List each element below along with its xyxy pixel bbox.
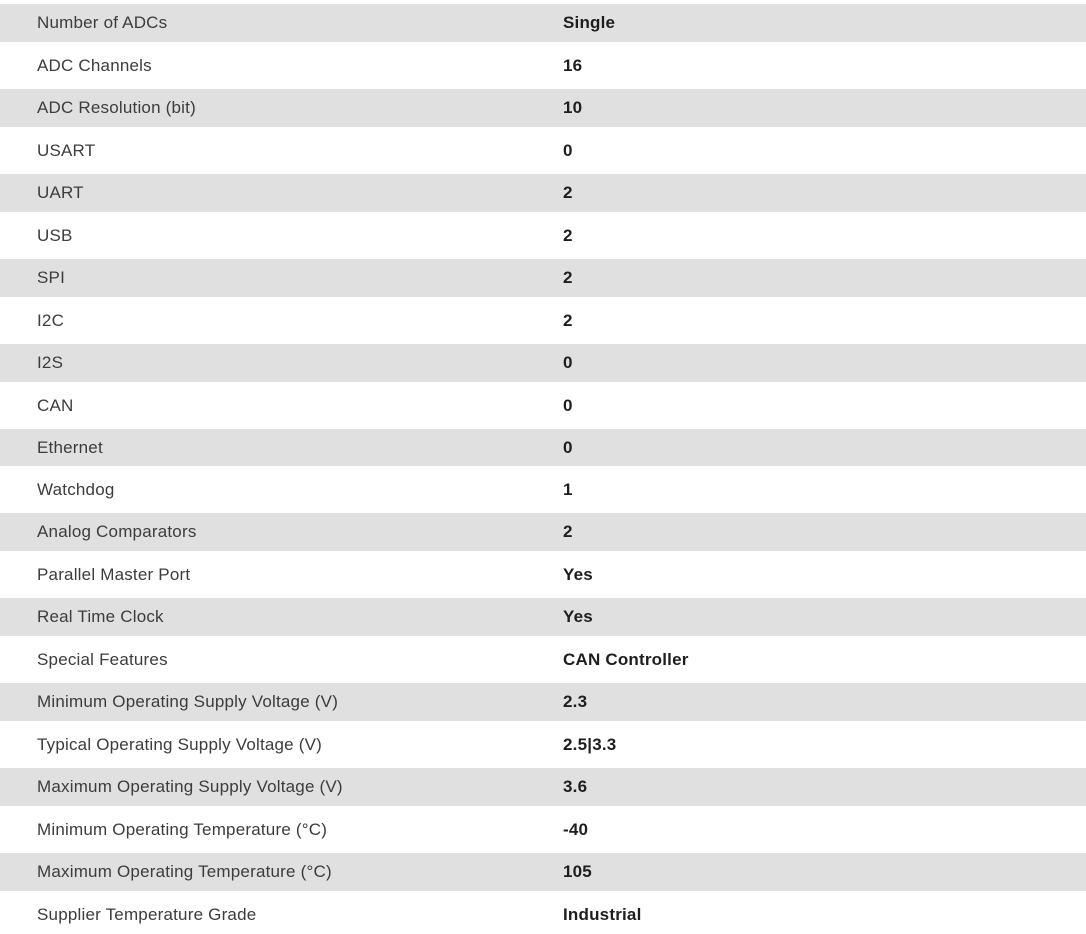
spec-label: Real Time Clock bbox=[37, 607, 164, 627]
spec-label: UART bbox=[37, 182, 84, 202]
spec-value: 2 bbox=[563, 310, 573, 330]
spec-value: CAN Controller bbox=[563, 650, 689, 670]
spec-label: CAN bbox=[37, 395, 74, 415]
spec-row bbox=[0, 170, 1086, 217]
spec-row bbox=[0, 302, 1086, 340]
spec-label: Parallel Master Port bbox=[37, 565, 191, 585]
spec-value: 2 bbox=[563, 522, 573, 542]
spec-label: I2S bbox=[37, 352, 64, 372]
spec-value: 2.5|3.3 bbox=[563, 735, 617, 755]
spec-value: Yes bbox=[563, 607, 593, 627]
spec-row bbox=[0, 85, 1086, 132]
spec-label: Number of ADCs bbox=[37, 12, 168, 32]
spec-row bbox=[0, 594, 1086, 641]
spec-row bbox=[0, 132, 1086, 170]
spec-value: 0 bbox=[563, 437, 573, 457]
spec-value: 16 bbox=[563, 55, 583, 75]
spec-label: Maximum Operating Temperature (°C) bbox=[37, 862, 332, 882]
spec-row bbox=[0, 425, 1086, 472]
spec-value: 2 bbox=[563, 182, 573, 202]
spec-label: Special Features bbox=[37, 650, 168, 670]
spec-value: Yes bbox=[563, 565, 593, 585]
spec-label: ADC Resolution (bit) bbox=[37, 97, 196, 117]
spec-row bbox=[0, 764, 1086, 811]
spec-label: Supplier Temperature Grade bbox=[37, 904, 257, 924]
spec-row bbox=[0, 556, 1086, 594]
spec-label: USB bbox=[37, 225, 73, 245]
spec-value: 105 bbox=[563, 862, 592, 882]
spec-row bbox=[0, 217, 1086, 255]
spec-row bbox=[0, 47, 1086, 85]
spec-label: Watchdog bbox=[37, 480, 115, 500]
spec-row bbox=[0, 0, 1086, 47]
spec-label: Typical Operating Supply Voltage (V) bbox=[37, 735, 323, 755]
spec-value: 10 bbox=[563, 97, 583, 117]
spec-row bbox=[0, 387, 1086, 425]
spec-value: 0 bbox=[563, 352, 573, 372]
spec-value: 0 bbox=[563, 395, 573, 415]
spec-row bbox=[0, 641, 1086, 679]
spec-label: Ethernet bbox=[37, 437, 103, 457]
spec-row bbox=[0, 896, 1086, 934]
spec-row bbox=[0, 726, 1086, 764]
spec-value: 2 bbox=[563, 225, 573, 245]
spec-label: Analog Comparators bbox=[37, 522, 197, 542]
spec-label: ADC Channels bbox=[37, 55, 152, 75]
spec-value: -40 bbox=[563, 820, 589, 840]
spec-value: 3.6 bbox=[563, 777, 588, 797]
spec-value: 0 bbox=[563, 140, 573, 160]
spec-value: 1 bbox=[563, 480, 573, 500]
spec-row bbox=[0, 509, 1086, 556]
spec-label: Minimum Operating Temperature (°C) bbox=[37, 820, 328, 840]
spec-label: Maximum Operating Supply Voltage (V) bbox=[37, 777, 343, 797]
spec-label: USART bbox=[37, 140, 96, 160]
spec-row bbox=[0, 849, 1086, 896]
spec-label: SPI bbox=[37, 267, 66, 287]
spec-label: Minimum Operating Supply Voltage (V) bbox=[37, 692, 339, 712]
spec-row bbox=[0, 679, 1086, 726]
spec-row bbox=[0, 811, 1086, 849]
spec-row bbox=[0, 255, 1086, 302]
spec-row bbox=[0, 471, 1086, 509]
spec-value: 2.3 bbox=[563, 692, 588, 712]
spec-value: Single bbox=[563, 12, 616, 32]
spec-value: Industrial bbox=[563, 904, 642, 924]
spec-value: 2 bbox=[563, 267, 573, 287]
spec-label: I2C bbox=[37, 310, 65, 330]
spec-row bbox=[0, 340, 1086, 387]
